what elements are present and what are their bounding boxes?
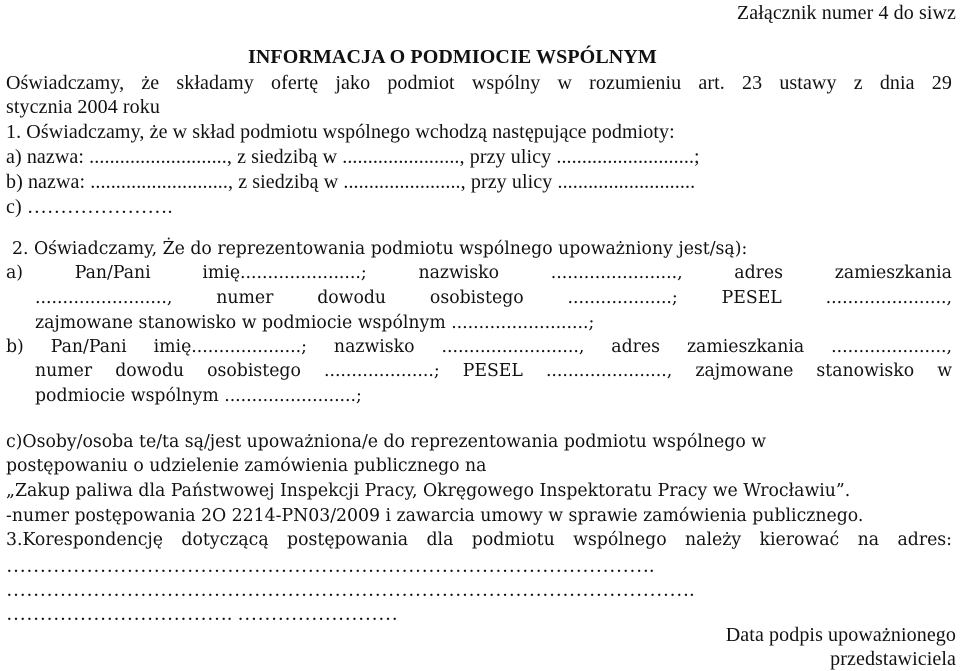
section-c-line-1: c)Osoby/osoba te/ta są/jest upoważniona/e do reprezentowania podmiotu wspólnego w bbox=[6, 432, 767, 452]
document-title: INFORMACJA O PODMIOCIE WSPÓLNYM bbox=[248, 46, 657, 68]
section3-heading: 3.Korespondencję dotyczącą postępowania dla podmiotu wspólnego należy kierować na adres: bbox=[6, 530, 952, 550]
section2-b-line-2: numer dowodu osobistego ....................; PESEL ......................, zajmowane stanowisko w bbox=[35, 361, 952, 381]
attachment-header: Załącznik numer 4 do siwz bbox=[736, 2, 956, 24]
section2-a-line-3: zajmowane stanowisko w podmiocie wspólnym .........................; bbox=[35, 313, 595, 333]
address-line-2: …………………………………………………………………………………………. bbox=[6, 579, 695, 601]
section-c-procedure-number: -numer postępowania 2O 2214-PN03/2009 i zawarcia umowy w sprawie zamówienia publicznego. bbox=[6, 506, 864, 526]
section1-item-a: a) nazwa: ..........................., z siedzibą w ......................., przy ulicy ...........................; bbox=[6, 146, 700, 168]
section-c-tender-name: „Zakup paliwa dla Państwowej Inspekcji Pracy, Okręgowego Inspektoratu Pracy we Wrocławiu”. bbox=[6, 481, 851, 501]
section1-item-b: b) nazwa: ..........................., z siedzibą w ......................., przy ulicy ........................... bbox=[6, 171, 696, 193]
intro-line-1: Oświadczamy, że składamy ofertę jako podmiot wspólny w rozumieniu art. 23 ustawy z dnia 29 bbox=[6, 72, 952, 94]
address-line-3: ……………………………. …………………… bbox=[6, 603, 399, 625]
section2-a-line-1: a) Pan/Pani imię......................; nazwisko ......................., adres zamieszkania bbox=[6, 263, 952, 283]
intro-line-2: stycznia 2004 roku bbox=[6, 96, 160, 118]
section-c-line-2: postępowaniu o udzielenie zamówienia publicznego na bbox=[6, 456, 487, 476]
section2-heading: 2. Oświadczamy, Że do reprezentowania podmiotu wspólnego upoważniony jest/są): bbox=[12, 239, 748, 259]
section2-a-line-2: ........................, numer dowodu osobistego ...................; PESEL ......................, bbox=[35, 288, 952, 308]
address-line-1: ……………………………………………………………………………………. bbox=[6, 555, 655, 577]
section1-heading: 1. Oświadczamy, że w skład podmiotu wspólnego wchodzą następujące podmioty: bbox=[6, 121, 675, 143]
section1-item-c: c) …………………. bbox=[6, 196, 173, 218]
signature-line-2: przedstawiciela bbox=[830, 648, 956, 670]
section2-b-line-3: podmiocie wspólnym ........................; bbox=[35, 386, 362, 406]
section2-b-line-1: b) Pan/Pani imię....................; nazwisko ........................., adres zamieszkania ....................., bbox=[6, 337, 952, 357]
signature-line-1: Data podpis upoważnionego bbox=[725, 624, 956, 646]
